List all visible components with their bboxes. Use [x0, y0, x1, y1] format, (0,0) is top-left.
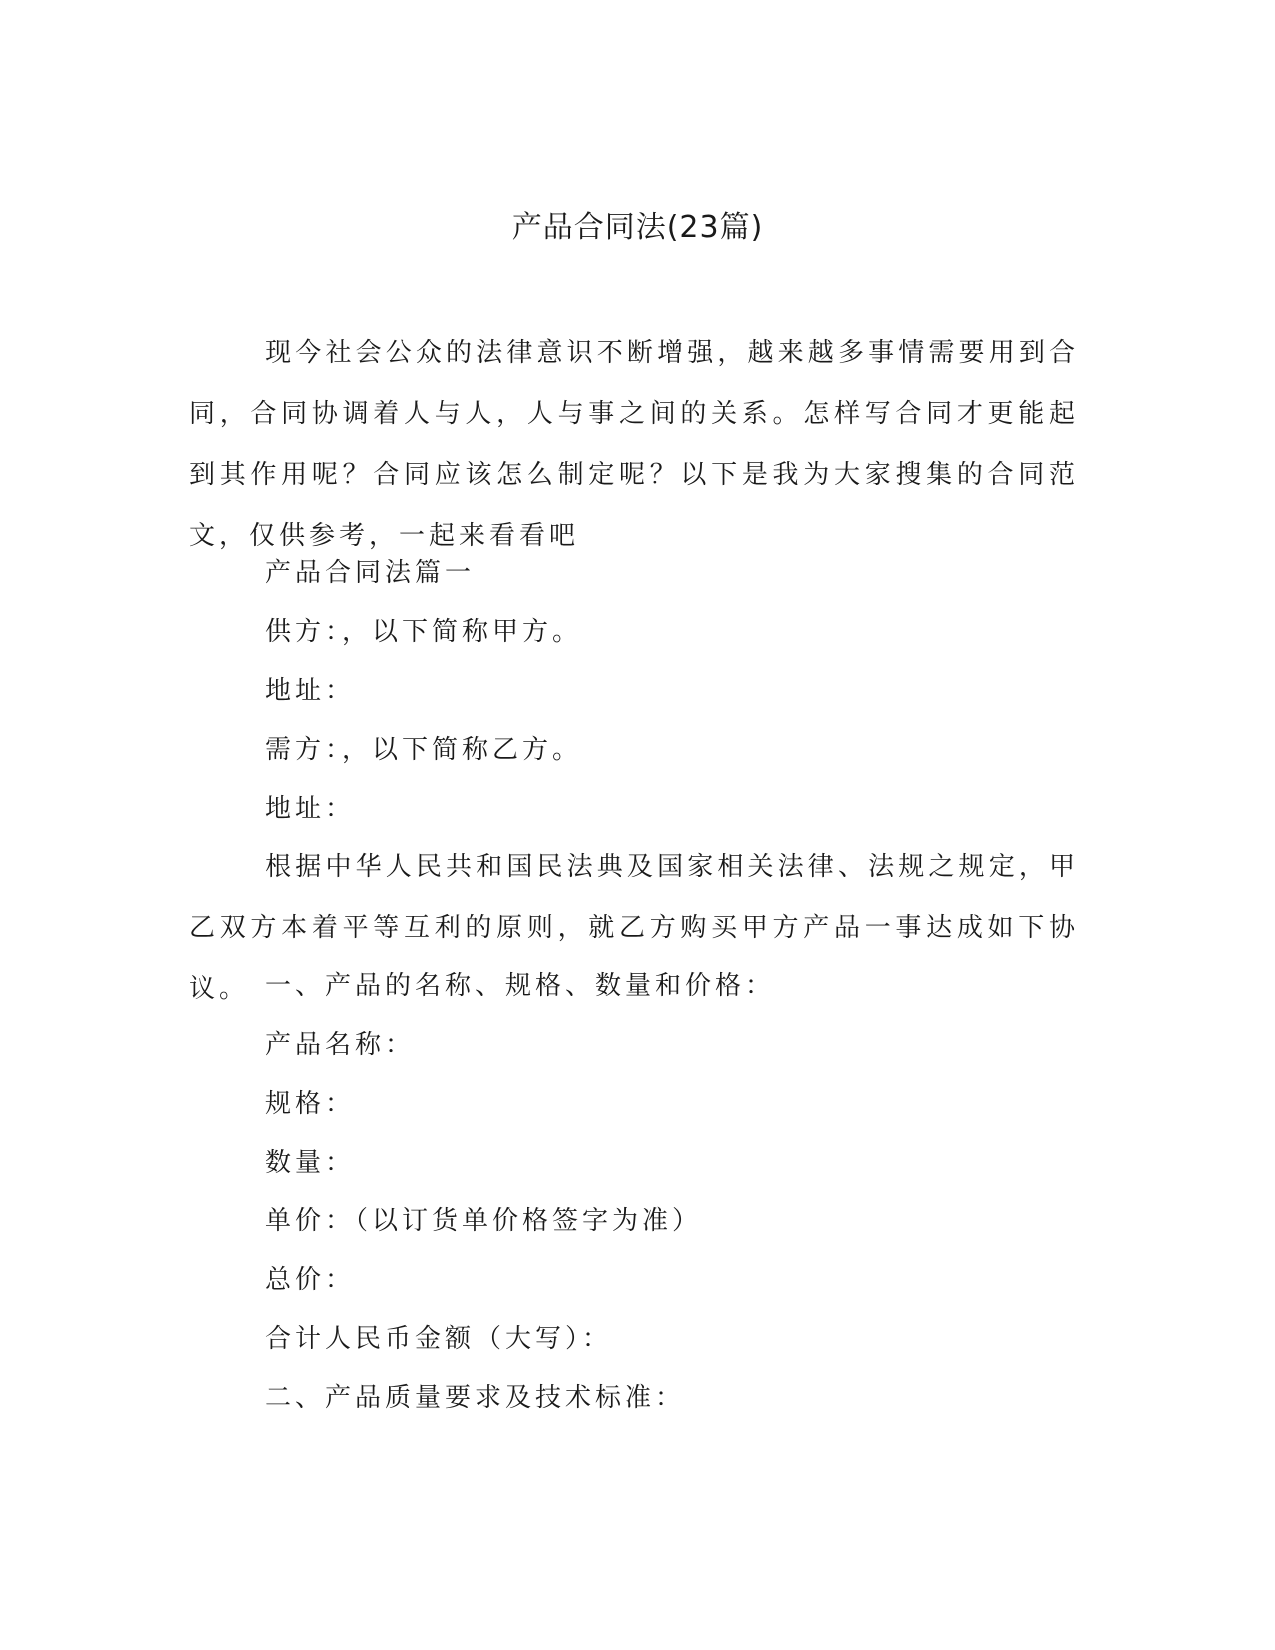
intro-paragraph [189, 323, 1079, 567]
supplier-address-line: 地址： [265, 676, 356, 706]
clause1-heading: 一、产品的名称、规格、数量和价格： [265, 971, 776, 1001]
basis-text: 根据中华人民共和国民法典及国家相关法律、法规之规定，甲乙双方本着平等互利的原则，就乙方购买甲方产品一事达成如下协议。 [189, 852, 1079, 1004]
unit-price-line: 单价：（以订货单价格签字为准） [265, 1206, 703, 1236]
buyer-line: 需方：，以下简称乙方。 [265, 735, 583, 765]
supplier-line: 供方：，以下简称甲方。 [265, 617, 583, 647]
spec-line: 规格： [265, 1089, 356, 1119]
document-title: 产品合同法(23篇) [511, 210, 764, 245]
section-title: 产品合同法篇一 [265, 558, 476, 588]
intro-text: 现今社会公众的法律意识不断增强，越来越多事情需要用到合同，合同协调着人与人，人与事之间的关系。怎样写合同才更能起到其作用呢？合同应该怎么制定呢？以下是我为大家搜集的合同范文，仅供参考，一起来看看吧 [189, 338, 1079, 551]
clause2-heading: 二、产品质量要求及技术标准： [265, 1383, 686, 1413]
total-rmb-line: 合计人民币金额（大写）： [265, 1324, 613, 1354]
buyer-address-line: 地址： [265, 794, 356, 824]
product-name-line: 产品名称： [265, 1030, 416, 1060]
total-price-line: 总价： [265, 1265, 356, 1295]
quantity-line: 数量： [265, 1148, 356, 1178]
